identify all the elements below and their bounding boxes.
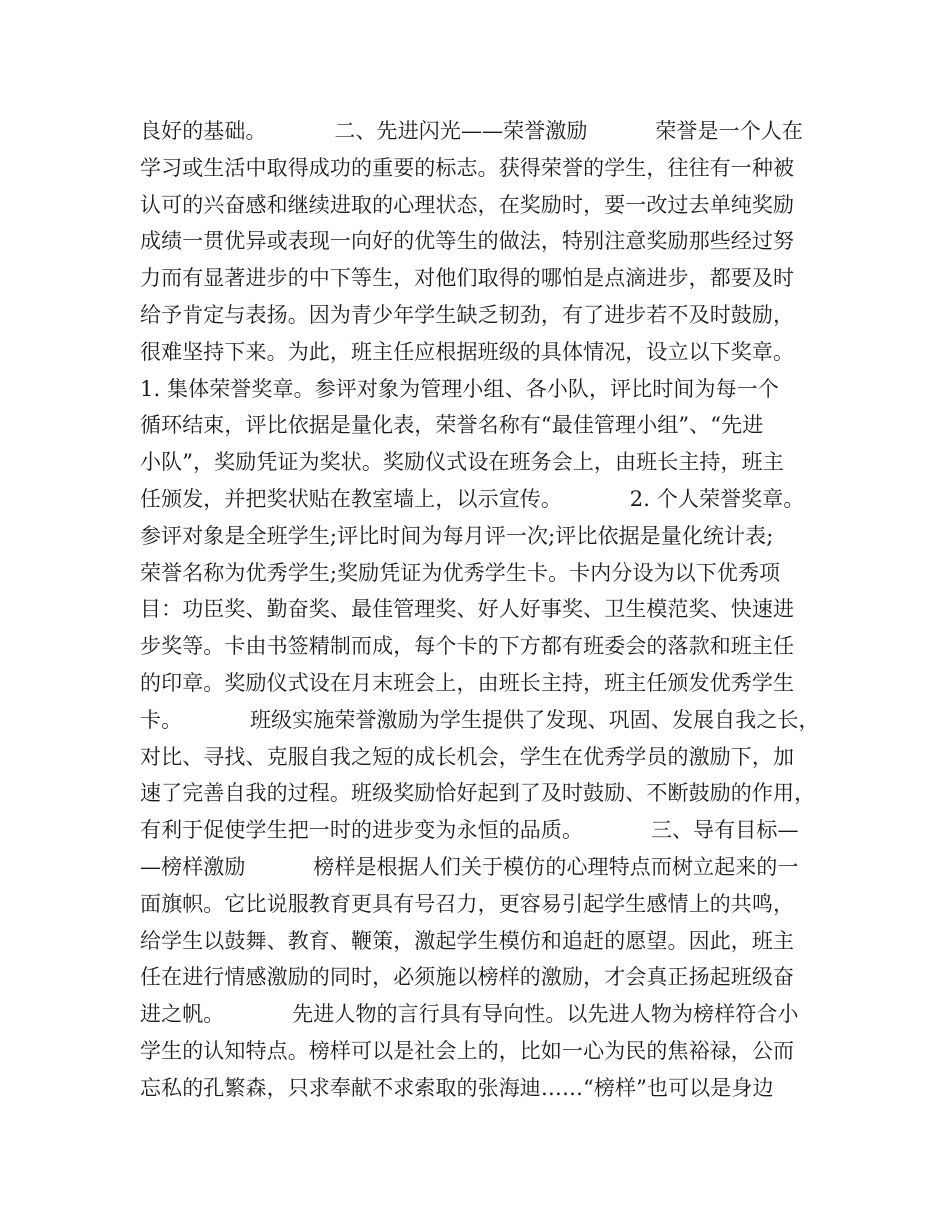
text-line: 有利于促使学生把一时的进步变为永恒的品质。 三、导有目标— xyxy=(140,818,799,843)
text-line: 学生的认知特点。榜样可以是社会上的，比如一心为民的焦裕禄，公而 xyxy=(140,1038,795,1063)
text-line: 参评对象是全班学生;评比时间为每月评一次;评比依据是量化统计表; xyxy=(140,523,774,548)
text-line: —榜样激励 榜样是根据人们关于模仿的心理特点而树立起来的一 xyxy=(140,854,799,879)
body-text xyxy=(140,113,840,1107)
text-line: 1. 集体荣誉奖章。参评对象为管理小组、各小队，评比时间为每一个 xyxy=(140,376,779,401)
text-line: 给学生以鼓舞、教育、鞭策，激起学生模仿和追赶的愿望。因此，班主 xyxy=(140,928,795,953)
text-line: 学习或生活中取得成功的重要的标志。获得荣誉的学生，往往有一种被 xyxy=(140,155,795,180)
text-line: 成绩一贯优异或表现一向好的优等生的做法，特别注意奖励那些经过努 xyxy=(140,229,795,254)
text-line: 任在进行情感激励的同时，必须施以榜样的激励，才会真正扬起班级奋 xyxy=(140,965,795,990)
text-line: 力而有显著进步的中下等生，对他们取得的哪怕是点滴进步，都要及时 xyxy=(140,266,795,291)
text-line: 卡。 班级实施荣誉激励为学生提供了发现、巩固、发展自我之长， xyxy=(140,707,820,732)
text-line: 荣誉名称为优秀学生;奖励凭证为优秀学生卡。卡内分设为以下优秀项 xyxy=(140,560,781,585)
text-line: 给予肯定与表扬。因为青少年学生缺乏韧劲，有了进步若不及时鼓励， xyxy=(140,302,795,327)
text-line: 的印章。奖励仪式设在月末班会上，由班长主持，班主任颁发优秀学生 xyxy=(140,670,795,695)
text-line: 目：功臣奖、勤奋奖、最佳管理奖、好人好事奖、卫生模范奖、快速进 xyxy=(140,597,795,622)
text-line: 很难坚持下来。为此，班主任应根据班级的具体情况，设立以下奖章。 xyxy=(140,339,795,364)
text-line: 认可的兴奋感和继续进取的心理状态，在奖励时，要一改过去单纯奖励 xyxy=(140,192,795,217)
text-line: 进之帆。 先进人物的言行具有导向性。以先进人物为榜样符合小 xyxy=(140,1002,799,1027)
text-line: 面旗帜。它比说服教育更具有号召力，更容易引起学生感情上的共鸣， xyxy=(140,891,795,916)
text-line: 小队”，奖励凭证为奖状。奖励仪式设在班务会上，由班长主持，班主 xyxy=(140,450,784,475)
text-line: 忘私的孔繁森，只求奉献不求索取的张海迪……“榜样”也可以是身边 xyxy=(140,1075,774,1100)
text-line: 步奖等。卡由书签精制而成，每个卡的下方都有班委会的落款和班主任 xyxy=(140,634,795,659)
text-line: 良好的基础。 二、先进闪光——荣誉激励 荣誉是一个人在 xyxy=(140,119,804,143)
text-line: 循环结束，评比依据是量化表，荣誉名称有“最佳管理小组”、“先进 xyxy=(140,413,764,438)
text-line: 任颁发，并把奖状贴在教室墙上，以示宣传。 2. 个人荣誉奖章。 xyxy=(140,486,805,511)
text-line: 对比、寻找、克服自我之短的成长机会，学生在优秀学员的激励下，加 xyxy=(140,744,795,769)
text-line: 速了完善自我的过程。班级奖励恰好起到了及时鼓励、不断鼓励的作用， xyxy=(140,781,816,806)
